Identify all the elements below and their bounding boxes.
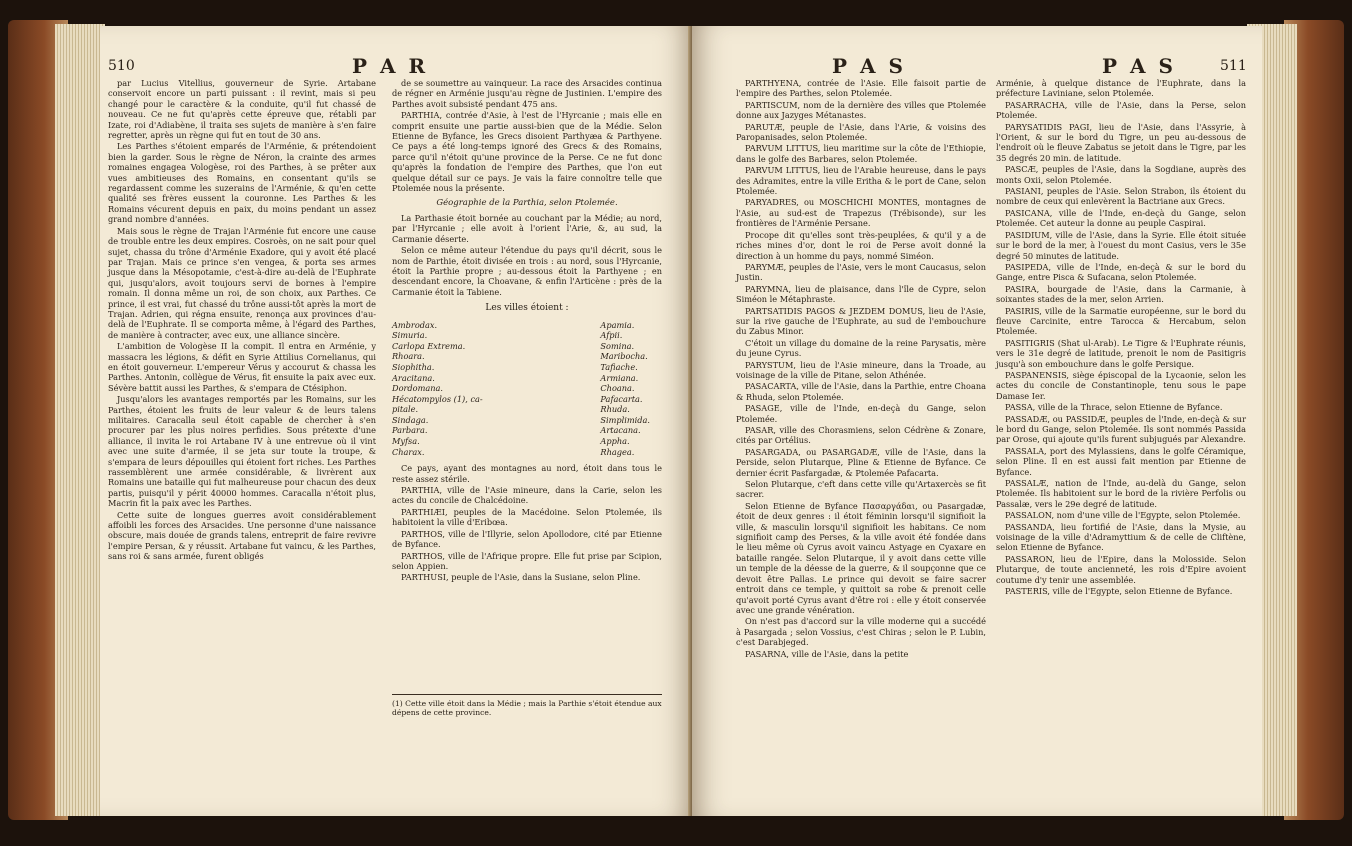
left-page [100, 26, 692, 816]
paragraph: PASSALON, nom d'une ville de l'Egypte, selon Ptolemée. [1005, 510, 1241, 521]
page-edges-left [55, 24, 105, 816]
left-column-1 [108, 78, 376, 563]
city-item: Dordomana. [392, 383, 443, 394]
city-item: pitale. [392, 404, 419, 415]
paragraph: On n'est pas d'accord sur la ville moderne qui a succédé à Pasargada ; selon Vossius, c'est Chiras ; selon le P. Lubin, c'est Darabjeged. [736, 616, 986, 648]
paragraph: PASICANA, ville de l'Inde, en-deçà du Gange, selon Ptolemée. Cet auteur la donne au peuple Caspirai. [996, 207, 1246, 229]
city-item: Parbara. [392, 425, 428, 436]
section-heading: Géographie de la Parthia, selon Ptolemée. [436, 198, 618, 209]
paragraph: Selon ce même auteur l'étendue du pays qu'il décrit, sous le nom de Parthie, étoit divisée en trois : au nord, sous l'Hyrcanie, étoit la Parthie propre ; au-dessous étoit la Parthyene ; en descendant encore, la Choavane, & enfin l'Articène : près de la Carmanie étoit la Tabiene. [392, 245, 662, 297]
paragraph: PASIRA, bourgade de l'Asie, dans la Carmanie, à soixantes stades de la mer, selon Arrien. [996, 283, 1246, 305]
paragraph: Cette suite de longues guerres avoit considérablement affoibli les forces des Arsacides. Une personne d'une naissance obscure, mais douée de grands talens, entreprit de faire revivre l'empire Persan, & y réussit. Artabane fut vaincu, & les Parthes, sans roi & sans armée, furent obligés [108, 509, 376, 562]
right-column-1 [736, 78, 986, 660]
paragraph: PARTHUSI, peuple de l'Asie, dans la Susiane, selon Pline. [401, 572, 641, 583]
paragraph: Ce pays, ayant des montagnes au nord, étoit dans tous le reste assez stérile. [392, 463, 662, 484]
paragraph: PARTHIA, ville de l'Asie mineure, dans la Carie, selon les actes du concile de Chalcédoine. [392, 485, 662, 506]
city-item: Afpii. [600, 330, 623, 341]
running-header-right: P A S [1102, 54, 1176, 78]
paragraph: PASAGE, ville de l'Inde, en-deçà du Gange, selon Ptolemée. [736, 403, 986, 424]
city-item: Charax. [392, 446, 425, 457]
footnote: (1) Cette ville étoit dans la Médie ; mais la Parthie s'étoit étendue aux dépens de cette province. [392, 694, 662, 718]
right-column-2 [996, 78, 1246, 598]
running-header: P A R [352, 54, 429, 78]
city-item: Rhuda. [600, 404, 630, 415]
paragraph: Mais sous le règne de Trajan l'Arménie fut encore une cause de trouble entre les deux empires. Cosroès, on ne sait pour quel sujet, chassa du trône d'Arménie Exadore, qui y avoit été placé par Trajan. Mais ce prince s'en vengea, & porta ses armes jusque dans la Mésopotamie, c'est-à-dire au-delà de l'Euphrate qui, jusqu'alors, avoit toujours servi de bornes à l'empire romain. Il donna même un roi, de son choix, aux Parthes. Ce prince, il est vrai, fut chassé du trône aussi-tôt après la mort de Trajan. Adrien, qui régna ensuite, renonça aux provinces d'au-delà de l'Euphrate. Il se comporta même, à l'égard des Parthes, de manière à contracter, avec eux, une alliance sincère. [108, 225, 376, 340]
city-item: Aracitana. [392, 372, 435, 383]
paragraph: PARYADRES, ou MOSCHICHI MONTES, montagnes de l'Asie, au sud-est de Trapezus (Trébisonde), sur les frontières de l'Arménie Persane. [736, 197, 986, 229]
running-header-left: P A S [832, 54, 906, 78]
paragraph: PARYMÆ, peuples de l'Asie, vers le mont Caucasus, selon Justin. [736, 261, 986, 283]
paragraph: La Parthasie étoit bornée au couchant par la Médie; au nord, par l'Hyrcanie ; elle avoit à l'orient l'Arie, &, au sud, la Carmanie déserte. [392, 212, 662, 244]
paragraph: PARTSATIDIS PAGOS & JEZDEM DOMUS, lieu de l'Asie, sur la rive gauche de l'Euphrate, au sud de l'embouchure du Zabus Minor. [736, 305, 986, 337]
cities-list-right [600, 320, 650, 458]
city-item: Carlopa Extrema. [392, 340, 466, 351]
paragraph: PASITIGRIS (Shat ul-Arab). Le Tigre & l'Euphrate réunis, vers le 31e degré de latitude, prenoit le nom de Pasitigris jusqu'à son embouchure dans le golfe Persique. [996, 337, 1246, 369]
right-page [692, 26, 1262, 816]
city-item: Maribocha. [600, 351, 648, 362]
city-item: Hécatompylos (1), ca- [392, 393, 483, 404]
cities-list-left [392, 320, 483, 458]
paragraph: PASSARON, lieu de l'Epire, dans la Molosside. Selon Plutarque, de toute ancienneté, les rois d'Epire avoient coutume d'y tenir une assemblée. [996, 553, 1246, 585]
paragraph: PASIPEDA, ville de l'Inde, en-deçà & sur le bord du Gange, entre Pisca & Sufacana, selon Ptolemée. [996, 261, 1246, 283]
city-item: Sindaga. [392, 414, 429, 425]
paragraph: Procope dit qu'elles sont très-peuplées, & qu'il y a de riches mines d'or, dont le roi de Perse avoit donné la direction à un homme du pays, nommé Siméon. [736, 229, 986, 261]
paragraph: Les Parthes s'étoient emparés de l'Arménie, & prétendoient bien la garder. Sous le règne de Néron, la crainte des armes romaines engagea Vologèse, roi des Parthes, à se prêter aux vues ambitieuses des Romains, en consentant qu'ils se regardassent comme les suzerains de l'Arménie, & qu'en cette qualité ses frères eussent la couronne. Les Parthes & les Romains vécurent depuis en paix, du moins pendant un assez grand nombre d'années. [108, 141, 376, 225]
paragraph: L'ambition de Vologèse II la compit. Il entra en Arménie, y massacra les légions, & défit en Syrie Attilius Cornelianus, qui en étoit gouverneur. L'empereur Vérus y accourut & chassa les Parthes. Antonin, collègue de Vérus, fit ensuite la paix avec eux. Sévère battit aussi les Parthes, & s'empara de Ctésiphon. [108, 341, 376, 393]
city-item: Ambrodax. [392, 319, 438, 330]
city-item: Somina. [600, 340, 635, 351]
paragraph: PARTHIA, contrée d'Asie, à l'est de l'Hyrcanie ; mais elle en comprit ensuite une partie aussi-bien que de la Médie. Selon Etienne de Byfance, les Grecs disoient Parthyæa & Parthyene. Ce pays a été long-temps ignoré des Grecs & des Romains, parce qu'il n'étoit qu'une province de la Perse. Ce ne fut donc qu'après la fondation de l'empire des Parthes, que l'on eut quelque détail sur ce pays. Je vais la faire connoître telle que Ptolemée nous la présente. [392, 110, 662, 194]
paragraph: PASIRIS, ville de la Sarmatie européenne, sur le bord du fleuve Carcinite, entre Tarocca & Hercabum, selon Ptolemée. [996, 305, 1246, 337]
paragraph: PARTISCUM, nom de la dernière des villes que Ptolemée donne aux Jazyges Métanastes. [736, 99, 986, 121]
paragraph: PASSALA, port des Mylassiens, dans le golfe Céramique, selon Pline. Il en est aussi fait mention par Etienne de Byfance. [996, 445, 1246, 477]
paragraph: PARUTÆ, peuple de l'Asie, dans l'Arie, & voisins des Paropanisades, selon Ptolemée. [736, 121, 986, 143]
page-number: 511 [1220, 58, 1247, 74]
city-item: Simuria. [392, 330, 428, 341]
paragraph: par Lucius Vitellius, gouverneur de Syrie. Artabane conservoit encore un parti puissant : il revint, mais si peu changé pour le caractère & la conduite, qu'il fut chassé de nouveau. Ce ne fut qu'après cette épreuve que, rétabli par Izate, roi d'Adiabène, il traita ses sujets de manière à s'en faire regretter, après un règne qui fut en tout de 30 ans. [108, 78, 376, 141]
city-item: Tafiache. [600, 361, 638, 372]
paragraph: PARVUM LITTUS, lieu maritime sur la côte de l'Ethiopie, dans le golfe des Barbares, selon Ptolemée. [736, 143, 986, 164]
paragraph: PASACARTA, ville de l'Asie, dans la Parthie, entre Choana & Rhuda, selon Ptolemée. [736, 381, 986, 402]
cities-list [392, 320, 662, 458]
paragraph: PASTERIS, ville de l'Egypte, selon Etienne de Byfance. [1005, 586, 1233, 597]
city-item: Rhagea. [600, 446, 635, 457]
paragraph: PASARRACHA, ville de l'Asie, dans la Perse, selon Ptolemée. [996, 99, 1246, 121]
paragraph: PASIANI, peuples de l'Asie. Selon Strabon, ils étoient du nombre de ceux qui enlevèrent la Bactriane aux Grecs. [996, 186, 1246, 207]
paragraph: PASSANDA, lieu fortifié de l'Asie, dans la Mysie, au voisinage de la ville d'Adramyttium & de celle de Cliftène, selon Etienne de Byfance. [996, 521, 1246, 553]
paragraph: Jusqu'alors les avantages remportés par les Romains, sur les Parthes, étoient les fruits de leur valeur & de leurs talens militaires. Caracalla seul étoit capable de chercher à s'en procurer par les plus noires perfidies. Sous prétexte d'une alliance, il invita le roi Artabane IV à une entrevue où il vint avec une suite d'armée, il se jeta sur toute la troupe, & s'empara de leurs dépouilles qui étoient fort riches. Les Parthes rassemblèrent une armée considérable, & livrèrent aux Romains une bataille qui fut malheureuse pour chacun des deux partis, puisqu'il y périt 40000 hommes. Caracalla n'étoit plus, Macrin fit la paix avec les Parthes. [108, 394, 376, 509]
paragraph: PARTHOS, ville de l'Illyrie, selon Apollodore, cité par Etienne de Byfance. [392, 528, 662, 550]
paragraph: Selon Etienne de Byfance Πασαργάδαι, ou Pasargadæ, étoit de deux genres : il étoit féminin lorsqu'il signifioit la ville, & masculin lorsqu'il signifioit les habitans. Ce nom signifioit camp des Perses, & la ville avoit été fondée dans le lieu même où Cyrus avoit vaincu Astyage en Cyaxare en bataille rangée. Selon Plutarque, il y avoit dans cette ville un temple de la déesse de la guerre, & il soupçonne que ce devoit être Pallas. Le prince qui devoit se faire sacrer entroit dans ce temple, y quittoit sa robe & prenoit celle qu'avoit porté Cyrus avant d'être roi : elle y étoit conservée avec une grande vénération. [736, 500, 986, 615]
city-item: Appha. [600, 436, 630, 447]
paragraph: C'étoit un village du domaine de la reine Parysatis, mère du jeune Cyrus. [736, 337, 986, 359]
city-item: Myfsa. [392, 436, 420, 447]
paragraph: PARTHIÆI, peuples de la Macédoine. Selon Ptolemée, ils habitoient la ville d'Eribœa. [392, 506, 662, 528]
paragraph: PARYSTUM, lieu de l'Asie mineure, dans la Troade, au voisinage de la ville de Pitane, selon Athénée. [736, 359, 986, 380]
paragraph: PARYSATIDIS PAGI, lieu de l'Asie, dans l'Assyrie, à l'Orient, & sur le bord du Tigre, un peu au-dessous de l'endroit où le fleuve Zabatus se jetoit dans le Tigre, par les 35 degrés 20 min. de latitude. [996, 121, 1246, 163]
paragraph: PASARGADA, ou PASARGADÆ, ville de l'Asie, dans la Perside, selon Plutarque, Pline & Etienne de Byfance. Ce dernier écrit Pasfargadæ, & Ptolemée Pafacarta. [736, 446, 986, 478]
city-item: Choana. [600, 383, 635, 394]
paragraph: PASSALÆ, nation de l'Inde, au-delà du Gange, selon Ptolemée. Ils habitoient sur le bord de la rivière Perfolis ou Passalæ, vers le 29e degré de latitude. [996, 478, 1246, 509]
city-item: Armiana. [600, 372, 639, 383]
paragraph: PASPANENSIS, siège épiscopal de la Lycaonie, selon les actes du concile de Constantinople, tenu sous le pape Damase Ier. [996, 369, 1246, 401]
cities-heading: Les villes étoient : [485, 303, 569, 314]
paragraph: PARTHYENA, contrée de l'Asie. Elle faisoit partie de l'empire des Parthes, selon Ptolemée. [736, 78, 986, 99]
paragraph: PASCÆ, peuples de l'Asie, dans la Sogdiane, auprès des monts Oxii, selon Ptolemée. [996, 164, 1246, 185]
paragraph: de se soumettre au vainqueur. La race des Arsacides continua de régner en Arménie jusqu'au règne de Justinien. L'empire des Parthes avoit subsisté pendant 475 ans. [392, 78, 662, 109]
paragraph: PARVUM LITTUS, lieu de l'Arabie heureuse, dans le pays des Adramites, entre la ville Eritha & le port de Cane, selon Ptolemée. [736, 165, 986, 197]
city-item: Siophitha. [392, 361, 435, 372]
paragraph: PASARNA, ville de l'Asie, dans la petite [745, 648, 909, 659]
city-item: Rhoara. [392, 351, 425, 362]
paragraph: PASAR, ville des Chorasmiens, selon Cédrène & Zonare, cités par Ortélius. [736, 425, 986, 446]
city-item: Apamia. [600, 319, 635, 330]
left-column-2 [392, 78, 662, 584]
city-item: Simplimida. [600, 414, 650, 425]
paragraph: Selon Plutarque, c'eft dans cette ville qu'Artaxercès se fit sacrer. [736, 479, 986, 500]
paragraph: PARYMNA, lieu de plaisance, dans l'île de Cypre, selon Siméon le Métaphraste. [736, 283, 986, 305]
paragraph: PASSADÆ, ou PASSIDÆ, peuples de l'Inde, en-deçà & sur le bord du Gange, selon Ptolemée. Ils sont nommés Passida par Orose, qui ajoute qu'ils furent subjugués par Alexandre. [996, 413, 1246, 445]
page-number: 510 [108, 58, 135, 74]
paragraph: PASIDIUM, ville de l'Asie, dans la Syrie. Elle étoit située sur le bord de la mer, à l'ouest du mont Casius, vers le 35e degré 50 minutes de latitude. [996, 229, 1246, 261]
city-item: Artacana. [600, 425, 641, 436]
city-item: Pafacarta. [600, 393, 643, 404]
paragraph: PARTHOS, ville de l'Afrique propre. Elle fut prise par Scipion, selon Appien. [392, 550, 662, 571]
paragraph: PASSA, ville de la Thrace, selon Etienne de Byfance. [1005, 402, 1223, 413]
paragraph: Arménie, à quelque distance de l'Euphrate, dans la préfecture Laviniane, selon Ptolemée. [996, 78, 1246, 99]
